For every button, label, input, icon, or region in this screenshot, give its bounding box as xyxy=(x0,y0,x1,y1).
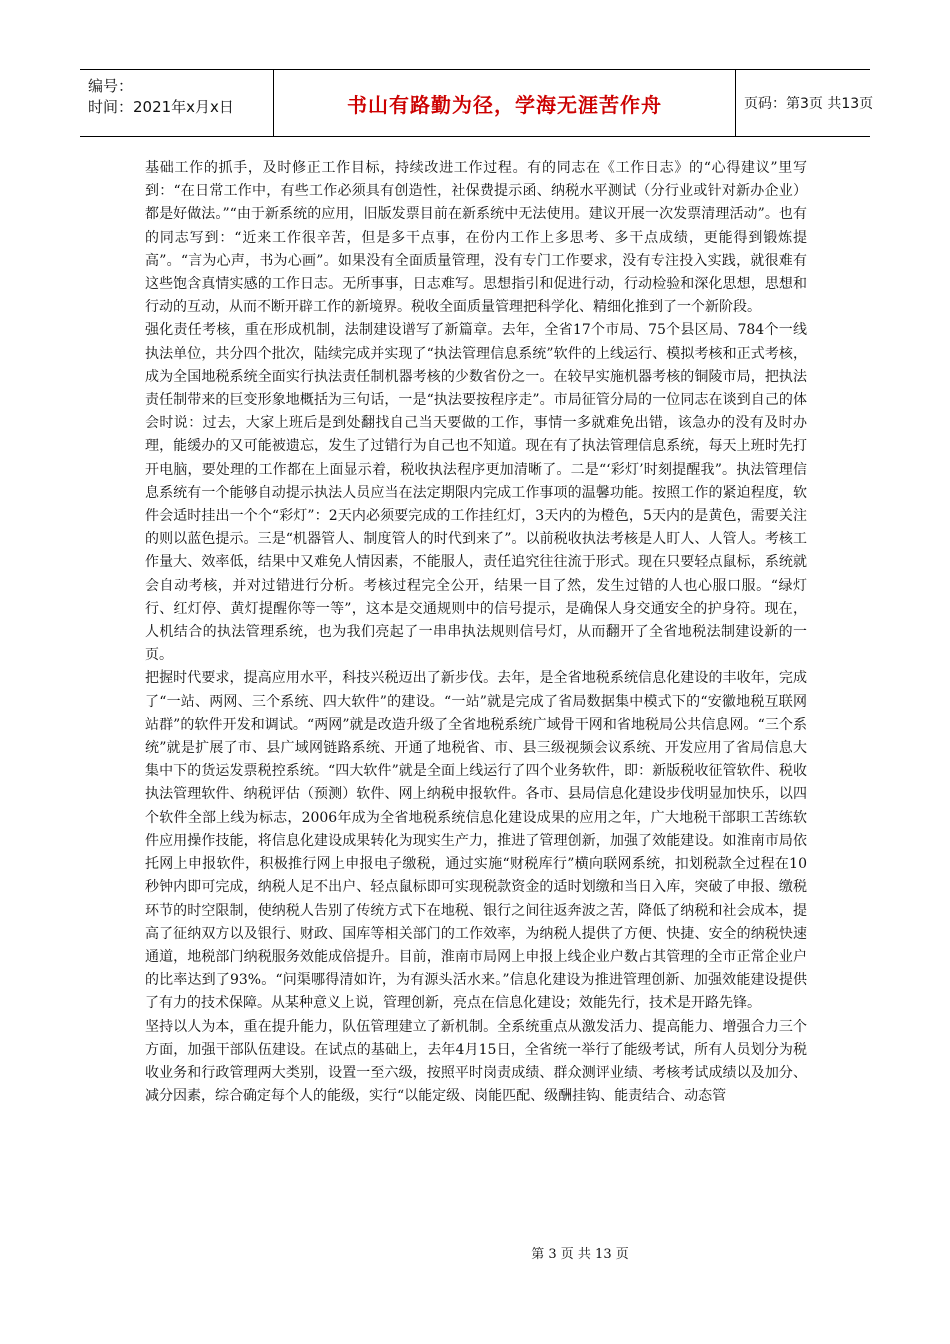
page-header xyxy=(80,69,874,137)
number-label: 编号： xyxy=(88,77,134,95)
page-footer: 第 3 页 共 13 页 xyxy=(531,1247,629,1262)
header-motto: 书山有路勤为径，学海无涯苦作舟 xyxy=(274,70,736,136)
paragraph: 把握时代要求，提高应用水平，科技兴税迈出了新步伐。去年，是全省地税系统信息化建设的丰收年，完成了“一站、两网、三个系统、四大软件”的建设。“一站”就是完成了省局数据集中模式下的“安徽地税互联网站群”的软件开发和调试。“两网”就是改造升级了全省地税系统广域骨干网和省地税局公共信息网。“三个系统”就是扩展了市、县广域网链路系统、开通了地税省、市、县三级视频会议系统、开发应用了省局信息大集中下的货运发票税控系统。“四大软件”就是全面上线运行了四个业务软件，即：新版税收征管软件、税收执法管理软件、纳税评估（预测）软件、网上纳税申报软件。各市、县局信息化建设步伐明显加快乐，以四个软件全部上线为标志，2006年成为全省地税系统信息化建设成果的应用之年，广大地税干部职工苦练软件应用操作技能，将信息化建设成果转化为现实生产力，推进了管理创新，加强了效能建设。如淮南市局依托网上申报软件，积极推行网上申报电子缴税，通过实施“财税库行”横向联网系统，扣划税款全过程在10秒钟内即可完成，纳税人足不出户、轻点鼠标即可实现税款资金的适时划缴和当日入库，突破了申报、缴税环节的时空限制，使纳税人告别了传统方式下在地税、银行之间往返奔波之苦，降低了纳税和社会成本，提高了征纳双方以及银行、财政、国库等相关部门的工作效率，为纳税人提供了方便、快捷、安全的纳税快速通道，地税部门纳税服务效能成倍提升。目前，淮南市局网上申报上线企业户数占其管理的全市正常企业户的比率达到了93%。“问渠哪得清如许，为有源头活水来。”信息化建设为推进管理创新、加强效能建设提供了有力的技术保障。从某种意义上说，管理创新，亮点在信息化建设；效能先行，技术是开路先锋。 xyxy=(145,670,807,1012)
paragraph: 坚持以人为本，重在提升能力，队伍管理建立了新机制。全系统重点从激发活力、提高能力、增强合力三个方面，加强干部队伍建设。在试点的基础上，去年4月15日，全省统一举行了能级考试，所有人员划分为税收业务和行政管理两大类别，设置一至六级，按照平时岗责成绩、群众测评业绩、考核考试成绩以及加分、减分因素，综合确定每个人的能级，实行“以能定级、岗能匹配、级酬挂钩、能责结合、动态管 xyxy=(145,1018,807,1105)
paragraph: 强化责任考核，重在形成机制，法制建设谱写了新篇章。去年，全省17个市局、75个县区局、784个一线执法单位，共分四个批次，陆续完成并实现了“执法管理信息系统”软件的上线运行、模拟考核和正式考核，成为全国地税系统全面实行执法责任制机器考核的少数省份之一。在较早实施机器考核的铜陵市局，把执法责任制带来的巨变形象地概括为三句话，一是“执法要按程序走”。市局征管分局的一位同志在谈到自己的体会时说：过去，大家上班后是到处翻找自己当天要做的工作，事情一多就难免出错，该急办的没有及时办理，能缓办的又可能被遗忘，发生了过错行为自己也不知道。现在有了执法管理信息系统，每天上班时先打开电脑，要处理的工作都在上面显示着，税收执法程序更加清晰了。二是“‘彩灯’时刻提醒我”。执法管理信息系统有一个能够自动提示执法人员应当在法定期限内完成工作事项的温馨功能。按照工作的紧迫程度，软件会适时挂出一个个“彩灯”：2天内必须要完成的工作挂红灯，3天内的为橙色，5天内的是黄色，需要关注的则以蓝色提示。三是“机器管人、制度管人的时代到来了”。以前税收执法考核是人盯人、人管人。考核工作量大、效率低，结果中又难免人情因素，不能服人，责任追究往往流于形式。现在只要轻点鼠标，系统就会自动考核，并对过错进行分析。考核过程完全公开，结果一目了然，发生过错的人也心服口服。“绿灯行、红灯停、黄灯提醒你等一等”，这本是交通规则中的信号提示，是确保人身交通安全的护身符。现在，人机结合的执法管理系统，也为我们亮起了一串串执法规则信号灯，从而翻开了全省地税法制建设新的一页。 xyxy=(145,322,807,664)
header-page-info: 页码：第3页 共13页 xyxy=(744,96,874,112)
header-meta xyxy=(80,70,274,136)
date-label: 时间：2021年x月x日 xyxy=(88,98,234,116)
paragraph: 基础工作的抓手，及时修正工作目标，持续改进工作过程。有的同志在《工作日志》的“心得建议”里写到：“在日常工作中，有些工作必须具有创造性，社保费提示函、纳税水平测试（分行业或针对新办企业）都是好做法。”“由于新系统的应用，旧版发票目前在新系统中无法使用。建议开展一次发票清理活动”。也有的同志写到：“近来工作很辛苦，但是多干点事，在份内工作上多思考、多干点成绩，更能得到锻炼提高”。“言为心声，书为心画”。如果没有全面质量管理，没有专门工作要求，没有专注投入实践，就很难有这些饱含真情实感的工作日志。无所事事，日志难写。思想指引和促进行动，行动检验和深化思想，思想和行动的互动，从而不断开辟工作的新境界。税收全面质量管理把科学化、精细化推到了一个新阶段。 xyxy=(145,160,807,316)
document-body xyxy=(145,157,807,1108)
